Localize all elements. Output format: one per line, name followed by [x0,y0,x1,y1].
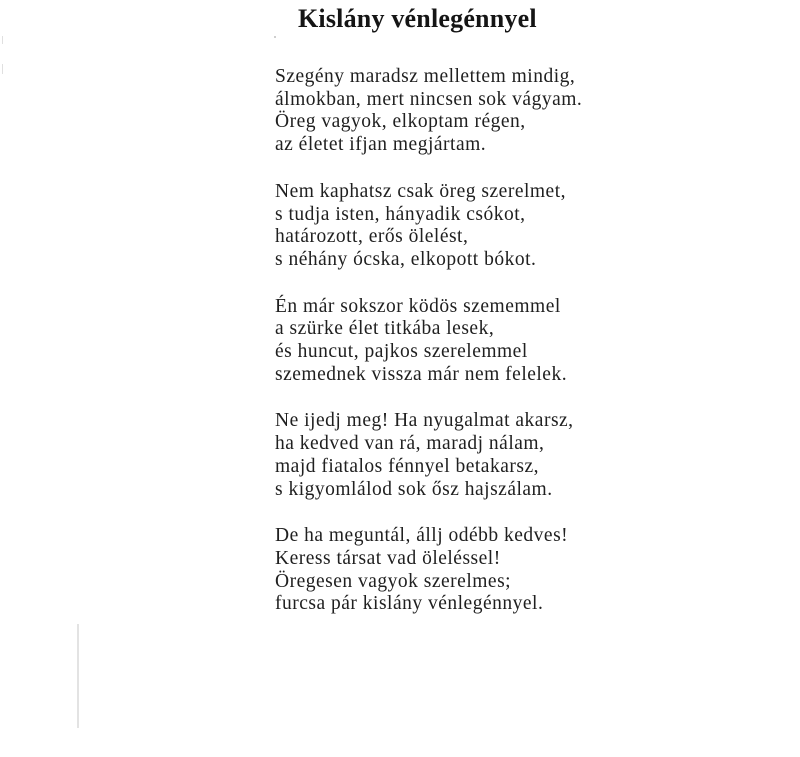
stanza-4 [275,410,775,501]
poem-line: s tudja isten, hányadik csókot, [275,203,526,225]
poem-line: Én már sokszor ködös szememmel [275,295,561,317]
stanza-2 [275,181,775,272]
poem-line: De ha meguntál, állj odébb kedves! [275,525,569,547]
poem-body [275,66,775,640]
poem-line: a szürke élet titkába lesek, [275,318,495,340]
poem-line: Öregesen vagyok szerelmes; [275,570,512,592]
poem-line: Nem kaphatsz csak öreg szerelmet, [275,180,567,202]
poem-line: s néhány ócska, elkopott bókot. [275,248,537,270]
poem-line: határozott, erős ölelést, [275,226,469,248]
poem-line: furcsa pár kislány vénlegénnyel. [275,593,544,615]
poem-line: Ne ijedj meg! Ha nyugalmat akarsz, [275,410,574,432]
poem-line: Szegény maradsz mellettem mindig, [275,66,576,87]
poem-line: az életet ifjan megjártam. [275,134,487,156]
poem-line: s kigyomlálod sok ősz hajszálam. [275,478,553,500]
stanza-3 [275,296,775,387]
poem-line: Keress társat vad öleléssel! [275,547,501,569]
stanza-1 [275,66,775,157]
poem-line: szemednek vissza már nem felelek. [275,363,568,385]
poem-title: Kislány vénlegénnyel [298,4,537,33]
scan-speck [2,64,3,74]
stanza-5 [275,525,775,616]
poem-line: ha kedved van rá, maradj nálam, [275,433,545,455]
poem-line: Öreg vagyok, elkoptam régen, [275,111,526,133]
poem-line: majd fiatalos fénnyel betakarsz, [275,455,539,477]
poem-line: és huncut, pajkos szerelemmel [275,341,528,363]
poem-line: álmokban, mert nincsen sok vágyam. [275,88,583,110]
scan-margin-line [77,624,79,728]
scan-speck [274,36,276,38]
scan-speck [2,36,3,44]
